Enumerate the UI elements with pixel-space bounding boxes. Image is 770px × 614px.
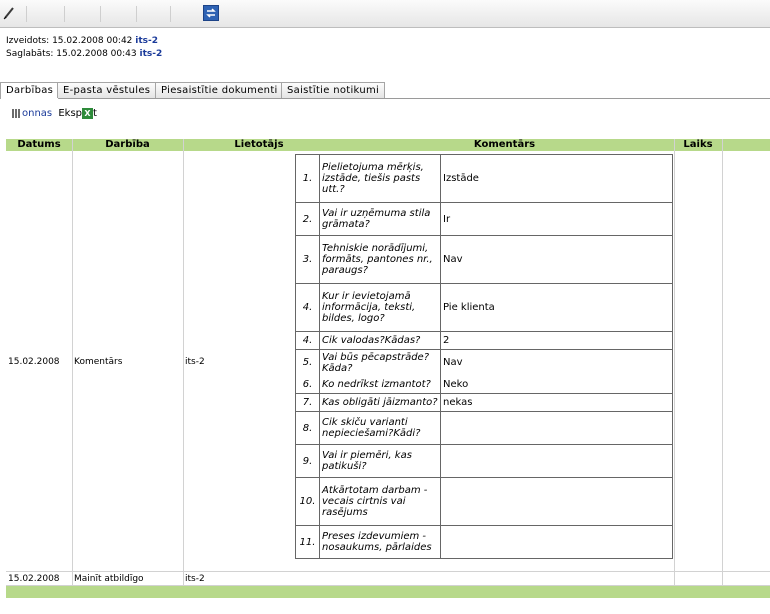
answer-text (441, 445, 673, 478)
header-datums[interactable]: Datums (17, 139, 61, 150)
refresh-arrows-icon[interactable] (203, 5, 219, 21)
question-text: Pielietojuma mērķis, izstāde, tiešis pasts utt.? (320, 155, 441, 203)
question-text: Preses izdevumiem - nosaukums, pārlaides (320, 526, 441, 559)
columns-link[interactable]: onnas (22, 108, 53, 119)
comment-table (295, 154, 673, 559)
columns-icon[interactable] (12, 109, 21, 118)
row2-action: Mainīt atbildīgo (74, 574, 144, 584)
answer-text (441, 478, 673, 526)
saved-line (6, 48, 162, 61)
question-number: 7. (296, 394, 320, 412)
question-number: 10. (296, 478, 320, 526)
grid-header (6, 139, 770, 151)
grid-divider (674, 139, 675, 598)
row2-user: its-2 (185, 574, 205, 584)
toolbar-separator (136, 6, 137, 22)
pencil-icon[interactable] (3, 6, 15, 20)
question-number: 9. (296, 445, 320, 478)
table-row (296, 203, 673, 236)
question-number: 2. (296, 203, 320, 236)
row-divider (6, 571, 770, 572)
answer-text: 2 (441, 332, 673, 350)
header-laiks[interactable]: Laiks (683, 139, 713, 150)
toolbar (0, 0, 770, 28)
question-number: 4. (296, 332, 320, 350)
row1-date: 15.02.2008 (8, 357, 60, 367)
question-text: Tehniskie norādījumi, formāts, pantones nr., paraugs? (320, 236, 441, 284)
question-number: 6. (296, 376, 320, 394)
answer-text (441, 412, 673, 445)
question-text: Vai ir piemēri, kas patikuši? (320, 445, 441, 478)
question-text: Cik valodas?Kādas? (320, 332, 441, 350)
question-text: Kas obligāti jāizmanto? (320, 394, 441, 412)
grid-actions (12, 108, 97, 122)
question-text: Vai būs pēcapstrāde? Kāda? (320, 350, 441, 376)
answer-text: Neko (441, 376, 673, 394)
question-text: Cik skiču varianti nepieciešami?Kādi? (320, 412, 441, 445)
table-row (296, 236, 673, 284)
question-text: Kur ir ievietojamā informācija, teksti, bildes, logo? (320, 284, 441, 332)
excel-icon[interactable]: X (82, 108, 93, 119)
answer-text: Nav (441, 236, 673, 284)
answer-text: Ir (441, 203, 673, 236)
question-text: Vai ir uzņēmuma stila grāmata? (320, 203, 441, 236)
toolbar-separator (170, 6, 171, 22)
record-metadata (6, 35, 162, 61)
question-number: 3. (296, 236, 320, 284)
tab-saistitie-notikumi[interactable]: Saistītie notikumi (281, 82, 385, 98)
header-darbiba[interactable]: Darbība (105, 139, 150, 150)
table-row (296, 394, 673, 412)
tab-darbibas[interactable]: Darbības (0, 82, 59, 99)
question-text: Atkārtotam darbam - vecais cirtnis vai rasējums (320, 478, 441, 526)
question-number: 11. (296, 526, 320, 559)
table-row (296, 376, 673, 394)
tab-epasta-vestules[interactable]: E-pasta vēstules (57, 82, 156, 98)
question-number: 1. (296, 155, 320, 203)
created-user[interactable]: its-2 (135, 36, 159, 46)
answer-text: nekas (441, 394, 673, 412)
table-row (296, 284, 673, 332)
table-row (296, 350, 673, 376)
question-number: 5. (296, 350, 320, 376)
table-row (296, 332, 673, 350)
answer-text (441, 526, 673, 559)
export-link-suffix[interactable]: t (93, 108, 97, 119)
saved-label: Saglabāts: 15.02.2008 00:43 (6, 49, 137, 59)
grid-divider (183, 139, 184, 598)
question-text: Ko nedrīkst izmantot? (320, 376, 441, 394)
tab-piesaistitie-dokumenti[interactable]: Piesaistītie dokumenti (155, 82, 284, 98)
question-number: 4. (296, 284, 320, 332)
row1-user: its-2 (185, 357, 205, 367)
table-row (296, 155, 673, 203)
toolbar-separator (100, 6, 101, 22)
tab-bar (0, 82, 770, 99)
header-lietotajs[interactable]: Lietotājs (234, 139, 284, 150)
answer-text: Nav (441, 350, 673, 376)
answer-text: Pie klienta (441, 284, 673, 332)
table-row (296, 478, 673, 526)
created-label: Izveidots: 15.02.2008 00:42 (6, 36, 133, 46)
table-row (296, 526, 673, 559)
export-link[interactable]: Eksp (58, 108, 82, 119)
row2-date: 15.02.2008 (8, 574, 60, 584)
toolbar-separator (64, 6, 65, 22)
grid-divider (722, 139, 723, 598)
saved-user[interactable]: its-2 (139, 49, 163, 59)
row1-action: Komentārs (74, 357, 123, 367)
toolbar-separator (26, 6, 27, 22)
question-number: 8. (296, 412, 320, 445)
table-row (296, 445, 673, 478)
table-row (296, 412, 673, 445)
grid-footer (6, 586, 770, 598)
grid-divider (72, 139, 73, 598)
header-komentars[interactable]: Komentārs (473, 139, 536, 150)
created-line (6, 35, 162, 48)
answer-text: Izstāde (441, 155, 673, 203)
